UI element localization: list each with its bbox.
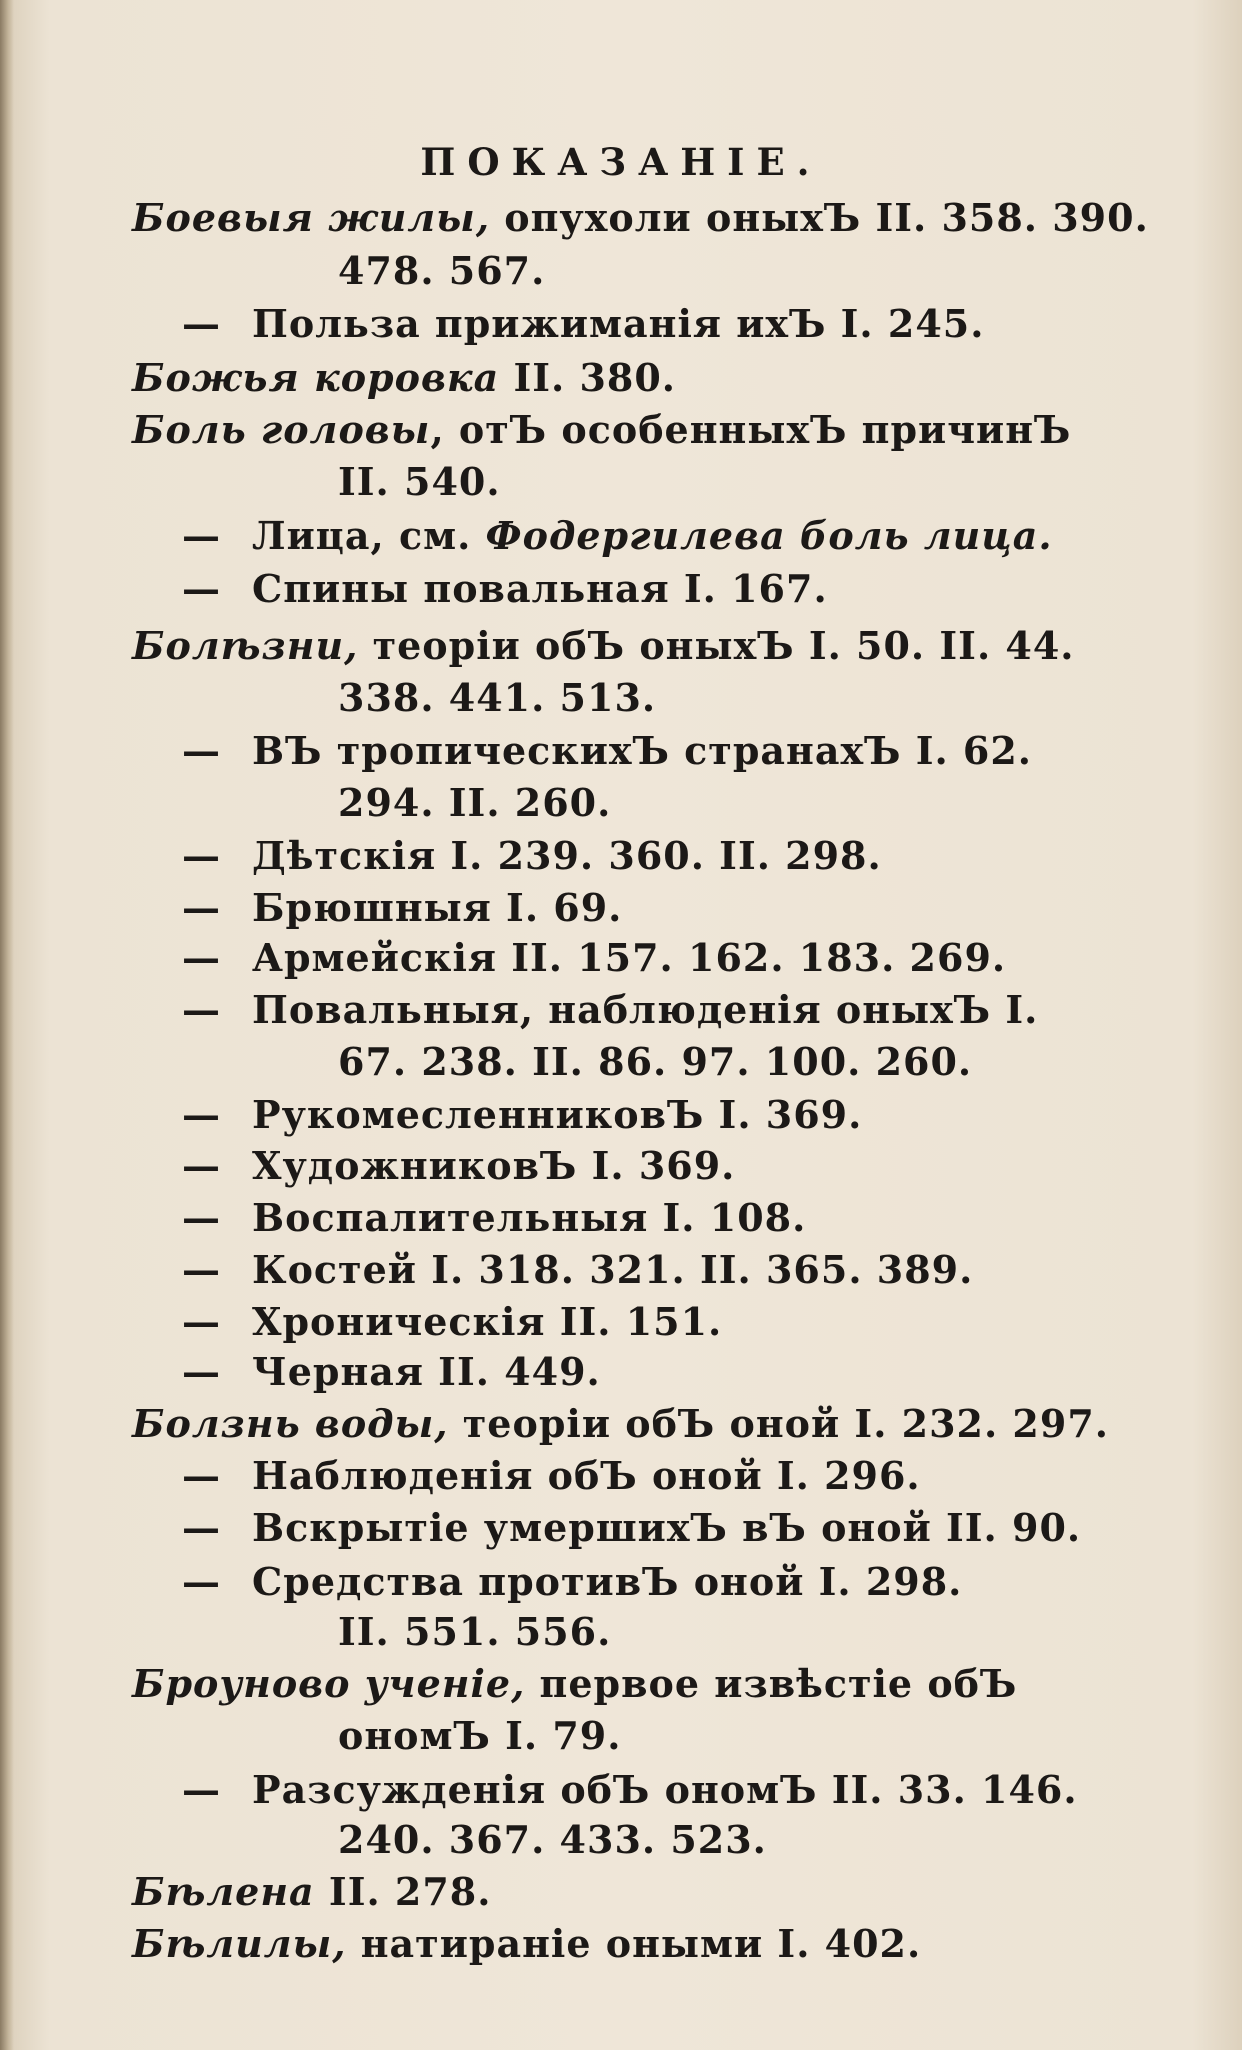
index-entry (182, 834, 882, 878)
index-entry (182, 1560, 962, 1604)
index-cross-reference: Фодергилева боль лица. (485, 513, 1053, 558)
page-spine-edge (0, 0, 14, 2050)
index-text: , отЪ особенныхЪ причинЪ (430, 407, 1072, 452)
dash-mark: — (182, 1195, 221, 1240)
index-entry (182, 567, 828, 611)
dash-mark: — (182, 1453, 221, 1498)
dash-mark: — (182, 1092, 221, 1137)
dash-mark: — (182, 1143, 221, 1188)
index-entry (182, 988, 1038, 1032)
index-text: Черная II. 449. (252, 1349, 601, 1394)
index-term: Броуново ученіе, (132, 1661, 526, 1706)
index-text: ХудожниковЪ I. 369. (252, 1143, 736, 1188)
dash-mark: — (182, 1247, 221, 1292)
index-entry (182, 302, 984, 346)
index-entry (338, 249, 545, 293)
dash-mark: — (182, 1559, 221, 1604)
index-text: 338. 441. 513. (338, 675, 657, 720)
index-text: первое извѣстіе обЪ (525, 1661, 1018, 1706)
index-text: РукомесленниковЪ I. 369. (252, 1092, 863, 1137)
index-text: ВЪ тропическихЪ странахЪ I. 62. (252, 728, 1033, 773)
index-text: Наблюденія обЪ оной I. 296. (252, 1453, 921, 1498)
index-entry (132, 624, 1075, 668)
index-entry (338, 460, 501, 504)
dash-mark: — (182, 1349, 221, 1394)
dash-mark: — (182, 301, 221, 346)
index-term: Болзнь воды, (132, 1401, 449, 1446)
index-entry (338, 676, 656, 720)
index-text: Спины повальная I. 167. (252, 566, 828, 611)
index-term: Бѣлилы, (132, 1921, 347, 1966)
index-entry (182, 1300, 722, 1344)
index-entry (132, 196, 1149, 240)
index-entry (182, 1454, 921, 1498)
index-entry (182, 1093, 862, 1137)
dash-mark: — (182, 1505, 221, 1550)
index-term: Болѣзни, (132, 623, 359, 668)
index-text: Костей I. 318. 321. II. 365. 389. (252, 1247, 974, 1292)
index-entry (338, 1714, 621, 1758)
index-entry (182, 1506, 1081, 1550)
index-entry (182, 1248, 973, 1292)
index-text: теоріи обЪ оныхЪ I. 50. II. 44. (358, 623, 1075, 668)
index-entry (182, 1350, 601, 1394)
index-entry (338, 1610, 611, 1654)
dash-mark: — (182, 987, 221, 1032)
index-text: Разсужденія обЪ ономЪ II. 33. 146. (252, 1767, 1078, 1812)
dash-mark: — (182, 513, 221, 558)
index-entry (132, 1922, 921, 1966)
index-text: ономЪ I. 79. (338, 1713, 622, 1758)
index-text: 478. 567. (338, 248, 546, 293)
index-entry (182, 1768, 1078, 1812)
index-entry (338, 1818, 767, 1862)
index-entry (182, 729, 1032, 773)
index-text: 67. 238. II. 86. 97. 100. 260. (338, 1039, 973, 1084)
index-entry (182, 514, 1053, 558)
index-text: Повальныя, наблюденія оныхЪ I. (252, 987, 1039, 1032)
index-text: натираніе оными I. 402. (346, 1921, 922, 1966)
index-text: II. 278. (314, 1869, 492, 1914)
dash-mark: — (182, 935, 221, 980)
index-text: 240. 367. 433. 523. (338, 1817, 767, 1862)
index-text: Армейскія II. 157. 162. 183. 269. (252, 935, 1007, 980)
index-term: Боль головы (132, 407, 431, 452)
dash-mark: — (182, 833, 221, 878)
dash-mark: — (182, 1767, 221, 1812)
page-heading: ПОКАЗАНІЕ. (420, 140, 822, 184)
index-text: II. 551. 556. (338, 1609, 612, 1654)
dash-mark: — (182, 728, 221, 773)
index-entry (132, 356, 676, 400)
index-text: Польза прижиманія ихЪ I. 245. (252, 301, 985, 346)
index-text: 294. II. 260. (338, 780, 612, 825)
index-entry (132, 1870, 491, 1914)
index-term: Божья коровка (132, 355, 500, 400)
dash-mark: — (182, 1299, 221, 1344)
index-entry (132, 408, 1071, 452)
index-text: теоріи обЪ оной I. 232. 297. (448, 1401, 1109, 1446)
index-term: Бѣлена (132, 1869, 315, 1914)
index-entry (132, 1662, 1017, 1706)
index-text: II. 540. (338, 459, 501, 504)
index-entry (132, 1402, 1109, 1446)
index-text: Средства противЪ оной I. 298. (252, 1559, 963, 1604)
index-text: Брюшныя I. 69. (252, 885, 623, 930)
index-text: Лица, см. (252, 513, 486, 558)
index-text: Хроническія II. 151. (252, 1299, 723, 1344)
index-term: Боевыя жилы, (132, 195, 491, 240)
index-entry (338, 1040, 972, 1084)
index-entry (182, 1144, 735, 1188)
index-text: Дѣтскія I. 239. 360. II. 298. (252, 833, 882, 878)
index-text: Вскрытіе умершихЪ вЪ оной II. 90. (252, 1505, 1082, 1550)
dash-mark: — (182, 566, 221, 611)
index-entry (338, 781, 611, 825)
index-text: Воспалительныя I. 108. (252, 1195, 807, 1240)
index-text: опухоли оныхЪ II. 358. 390. (490, 195, 1149, 240)
index-entry (182, 1196, 806, 1240)
dash-mark: — (182, 885, 221, 930)
index-text: II. 380. (499, 355, 677, 400)
index-entry (182, 936, 1006, 980)
index-entry (182, 886, 622, 930)
